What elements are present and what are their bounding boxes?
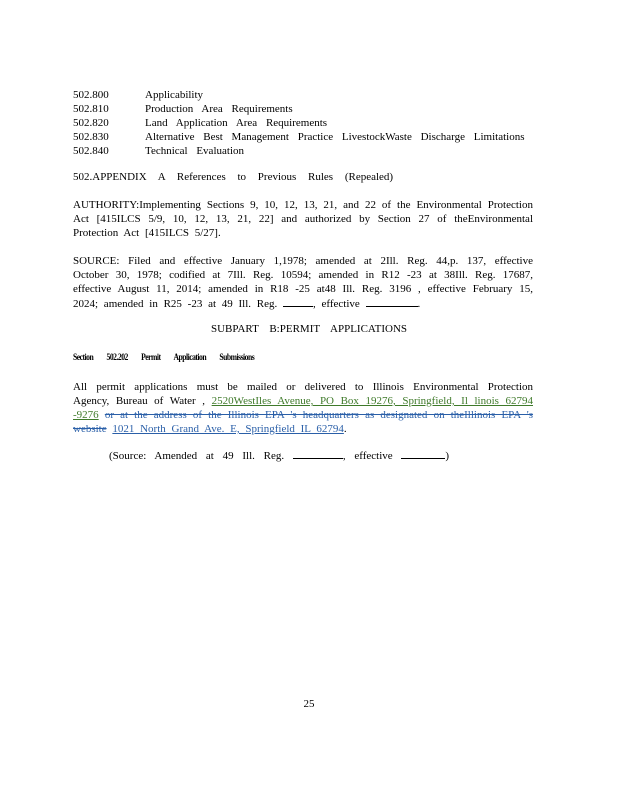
section-title: Production Area Requirements xyxy=(145,103,293,115)
section-heading: Section 502.202 Permit Application Submissions xyxy=(73,352,255,362)
section-title: Technical Evaluation xyxy=(145,145,244,157)
subpart-heading: SUBPART B:PERMIT APPLICATIONS xyxy=(210,323,408,335)
section-title: Applicability xyxy=(145,89,204,101)
section-list-item xyxy=(73,144,524,158)
source-note-text: (Source: Amended at 49 Ill. Reg. xyxy=(109,450,285,462)
body-end: . xyxy=(343,423,347,435)
source-effective-text: , effective xyxy=(313,298,360,310)
section-list-item xyxy=(73,130,524,144)
section-number: 502.840 xyxy=(73,145,109,157)
page-number: 25 xyxy=(303,698,315,710)
body-paragraph xyxy=(73,380,533,436)
section-number: 502.830 xyxy=(73,131,109,143)
section-list-item xyxy=(73,88,524,102)
body-text: All permit applications must be mailed or delivered to Illinois Environmental Protection Agency, Bureau of Water , xyxy=(73,381,533,407)
inserted-address-text: 1021 North Grand Ave. E, Springfield IL 62794 xyxy=(112,423,344,435)
section-number: 502.820 xyxy=(73,117,109,129)
source-note-effective: , effective xyxy=(342,450,393,462)
blank-line xyxy=(293,448,343,459)
section-number: 502.810 xyxy=(73,103,109,115)
source-note-end: ) xyxy=(445,450,450,462)
deleted-text: or at the address of the Illinois EPA 's headquarters as designated on theIllinois EPA 's website xyxy=(73,409,534,435)
section-list xyxy=(73,88,524,158)
inserted-address-text: 2520WestIles Avenue, PO Box 19276, Springfield, Il linois 62794 -9276 xyxy=(73,395,534,421)
blank-line xyxy=(401,448,445,459)
source-note xyxy=(109,448,449,463)
section-title: Land Application Area Requirements xyxy=(145,117,328,129)
source-end: . xyxy=(417,298,421,310)
section-title: Alternative Best Management Practice LivestockWaste Discharge Limitations xyxy=(145,131,525,143)
blank-line xyxy=(283,296,313,307)
section-list-item xyxy=(73,102,524,116)
appendix-entry: 502.APPENDIX A References to Previous Rules (Repealed) xyxy=(73,171,394,183)
section-number: 502.800 xyxy=(73,89,109,101)
authority-paragraph: AUTHORITY:Implementing Sections 9, 10, 12, 13, 21, and 22 of the Environmental Protection Act [415ILCS 5/9, 10, 12, 13, 21, 22] and authorized by Section 27 of theEnvironmental Protection Act [415ILCS 5/27]. xyxy=(73,199,533,239)
source-text: SOURCE: Filed and effective January 1,1978; amended at 2Ill. Reg. 44,p. 137, effective October 30, 1978; codified at 7Ill. Reg. 10594; amended in R12 -23 at 38Ill. Reg. 17687, effective August 11, 2014; amended in R18 -25 at48 Ill. Reg. 3196 , effective February 15, 2024; amended in R25 -23 at 49 Ill. Reg. xyxy=(73,255,533,310)
blank-line xyxy=(366,296,418,307)
section-list-item xyxy=(73,116,524,130)
source-paragraph xyxy=(73,254,533,311)
